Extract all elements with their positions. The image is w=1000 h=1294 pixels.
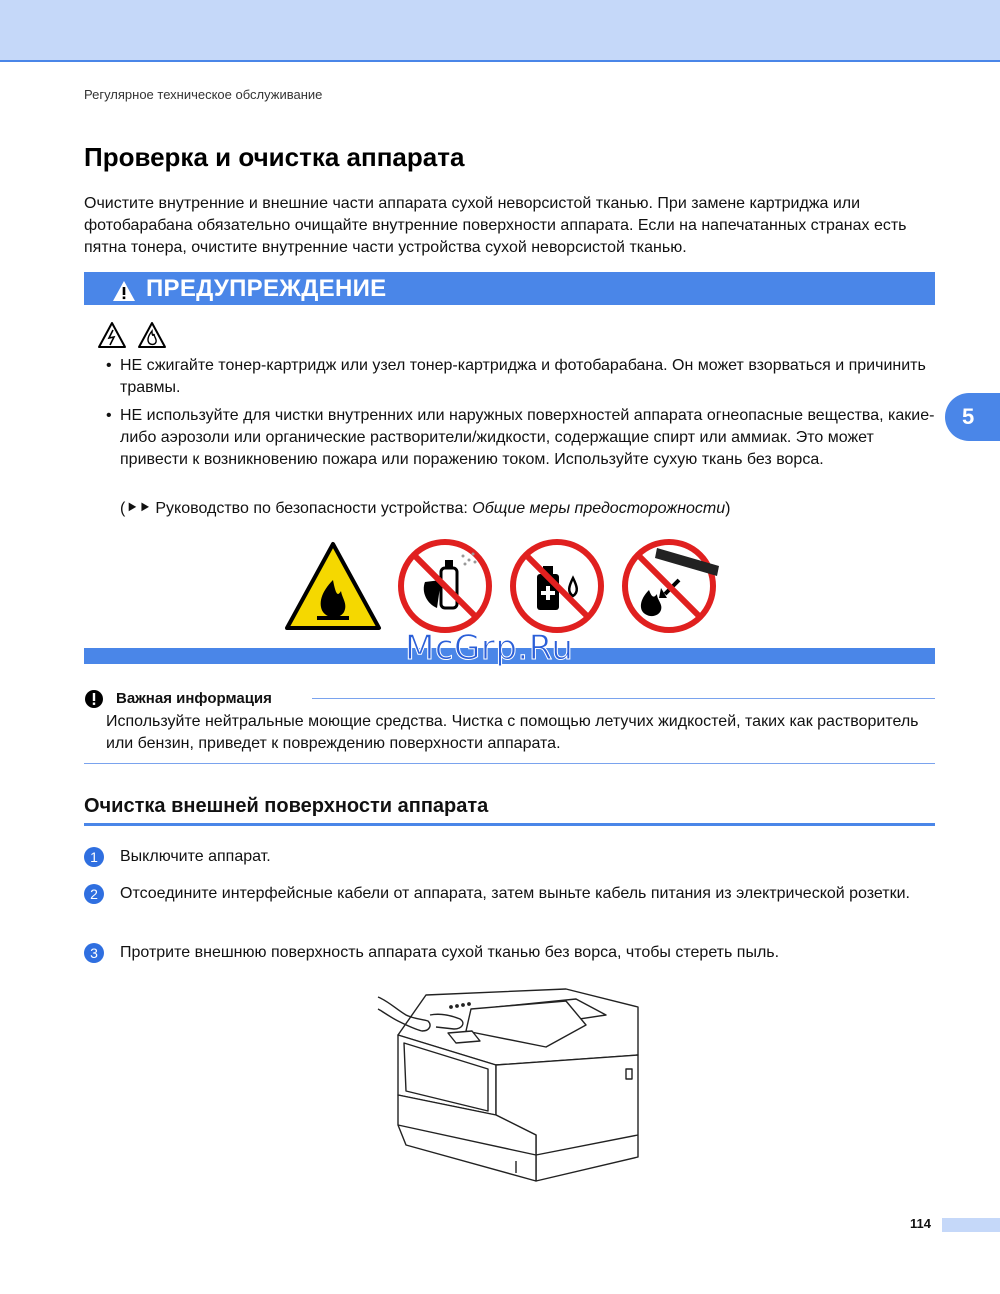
- page-number-bar: [942, 1218, 1000, 1232]
- warning-list: [104, 355, 944, 477]
- step-number: 1: [84, 847, 104, 867]
- step-number: 3: [84, 943, 104, 963]
- important-icon: [84, 689, 104, 709]
- step-number: 2: [84, 884, 104, 904]
- hazard-icons: [98, 321, 170, 349]
- page-number: 114: [910, 1216, 931, 1231]
- fire-hazard-icon: [139, 323, 165, 347]
- no-fire-disposal-icon: [625, 542, 719, 630]
- warning-item-burn: • НЕ сжигайте тонер-картридж или узел тонер-картриджа и фотобарабана. Он может взорваться и причинить травмы.: [104, 355, 944, 399]
- watermark: McGrp.Ru: [405, 628, 574, 668]
- page-title: Проверка и очистка аппарата: [84, 142, 465, 172]
- reference-prefix: (⯈⯈ Руководство по безопасности устройства:: [120, 500, 473, 517]
- important-divider: [312, 698, 935, 699]
- chapter-number: 5: [962, 404, 975, 429]
- reference-suffix: ): [725, 500, 731, 517]
- no-aerosol-icon: [401, 542, 489, 630]
- chapter-tab: [945, 393, 1000, 441]
- warning-label: ПРЕДУПРЕЖДЕНИЕ: [146, 275, 387, 302]
- important-title: Важная информация: [116, 690, 272, 707]
- section-title: Очистка внешней поверхности аппарата: [84, 795, 489, 817]
- important-text: Используйте нейтральные моющие средства. Чистка с помощью летучих жидкостей, таких как растворитель или бензин, приведет к повреждению поверхности аппарата.: [106, 713, 919, 752]
- section-underline: [84, 823, 935, 826]
- reference-title: Общие меры предосторожности: [472, 500, 726, 517]
- top-band: [0, 0, 1000, 62]
- safety-guide-reference: [120, 498, 730, 520]
- safety-signs: [285, 536, 735, 636]
- warning-item-flammable: • НЕ используйте для чистки внутренних или наружных поверхностей аппарата огнеопасные вещества, какие-либо аэрозоли или органические растворители/жидкости, содержащие спирт или аммиак. Это может привести к возникновению пожара или поражению током. Используйте сухую ткань без ворса.: [104, 405, 944, 471]
- intro-paragraph: Очистите внутренние и внешние части аппарата сухой неворсистой тканью. При замене картриджа или фотобарабана обязательно очищайте внутренние поверхности аппарата. Если на напечатанных странах есть пятна тонера, очистите внутренние части устройства сухой неворсистой тканью.: [84, 195, 907, 256]
- no-chemicals-icon: [513, 542, 601, 630]
- step-text: Отсоедините интерфейсные кабели от аппарата, затем выньте кабель питания из электрической розетки.: [120, 885, 910, 902]
- flammable-warning-icon: [287, 544, 379, 628]
- step-text: Протрите внешнюю поверхность аппарата сухой тканью без ворса, чтобы стереть пыль.: [120, 944, 780, 961]
- step-text: Выключите аппарат.: [120, 848, 271, 865]
- important-bottom-divider: [84, 763, 935, 764]
- running-header: Регулярное техническое обслуживание: [84, 87, 323, 102]
- printer-illustration: [376, 985, 646, 1185]
- electric-shock-hazard-icon: [99, 323, 125, 347]
- warning-triangle-icon: [112, 280, 136, 302]
